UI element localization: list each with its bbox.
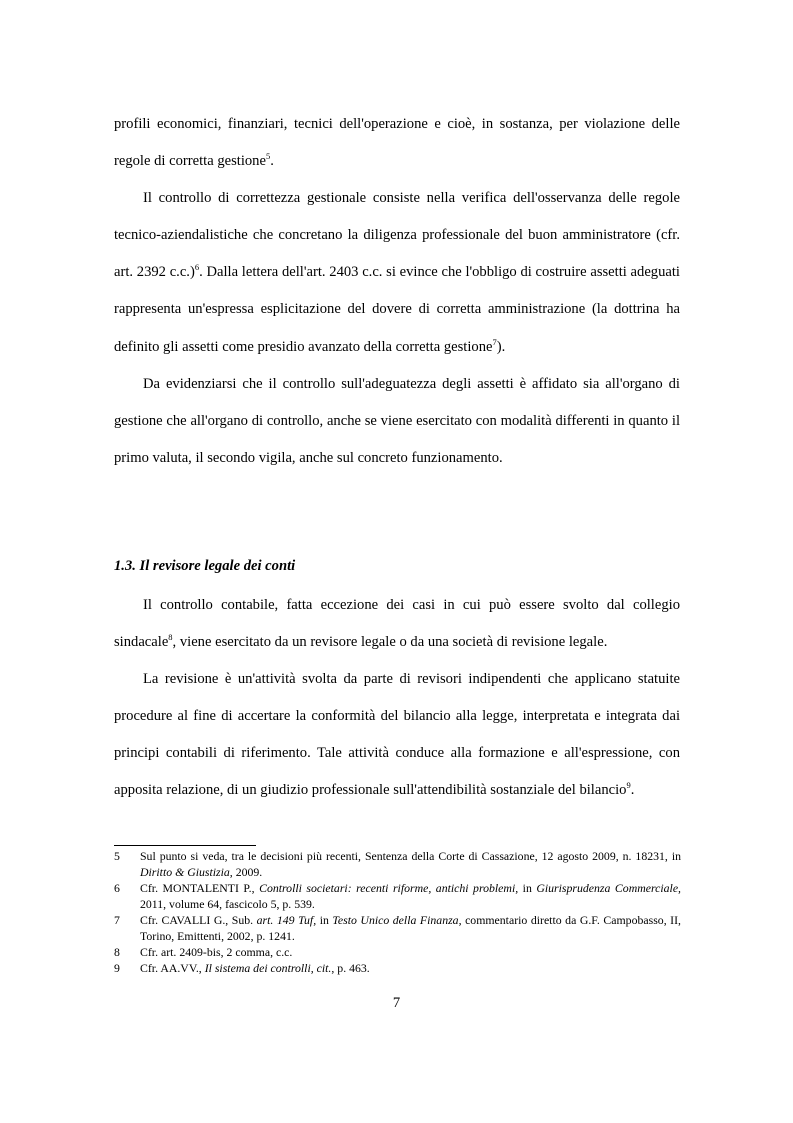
footnote-7: [114, 912, 681, 944]
paragraph-text: Da evidenziarsi che il controllo sull'adeguatezza degli assetti è affidato sia all'organo di gestione che all'organo di controllo, anche se viene esercitato con modalità differenti in quanto il primo valuta, il secondo vigila, anche sul concreto funzionamento.: [114, 375, 680, 466]
footnote-text: , p. 463.: [331, 961, 370, 975]
footnote-text: Cfr. art. 2409-bis, 2 comma, c.c.: [140, 945, 293, 959]
footnote-number: 8: [114, 945, 120, 959]
footnote-text: Cfr. MONTALENTI P.,: [140, 881, 260, 895]
footnote-source: Diritto & Giustizia,: [140, 865, 233, 879]
body-section-2: [114, 587, 680, 810]
footnote-ref-6[interactable]: 6: [194, 262, 200, 273]
body-section-1: [114, 106, 680, 477]
footnote-ref-9[interactable]: 9: [626, 780, 631, 791]
footnote-ref-5[interactable]: 5: [265, 151, 271, 162]
footnote-text: Sul punto si veda, tra le decisioni più recenti, Sentenza della Corte di Cassazione, 12 agosto 2009, n. 18231, in: [140, 849, 681, 863]
footnote-number: 6: [114, 881, 120, 895]
footnote-number: 5: [114, 849, 120, 863]
footnote-text: 2011, volume 64, fascicolo 5, p. 539.: [140, 897, 315, 911]
paragraph-1: [114, 106, 680, 180]
footnote-source: Giurisprudenza Commerciale,: [536, 881, 681, 895]
paragraph-text: ).: [496, 338, 506, 355]
footnote-text: Cfr. AA.VV.,: [140, 961, 205, 975]
footnote-ref-8[interactable]: 8: [168, 632, 173, 643]
footnote-source: art. 149 Tuf,: [256, 913, 317, 927]
paragraph-text: . Dalla lettera dell'art. 2403 c.c. si evince che l'obbligo di costruire assetti adeguati rappresenta un'espressa esplicitazione del dovere di corretta amministrazione (la dottrina ha definito gli assetti come presidio avanzato della corretta gestione: [114, 264, 680, 355]
footnote-5: [114, 848, 681, 880]
footnote-8: [114, 944, 681, 960]
footnote-separator: [114, 845, 256, 846]
footnote-number: 9: [114, 961, 120, 975]
footnote-text: commentario diretto da G.F. Campobasso, II, Torino, Emittenti, 2002, p. 1241.: [140, 913, 681, 943]
footnotes: [114, 848, 681, 976]
paragraph-3: [114, 366, 680, 477]
paragraph-text: Il controllo di correttezza gestionale consiste nella verifica dell'osservanza delle regole tecnico-aziendalistiche che concretano la diligenza professionale del buon amministratore (cfr. art. 2392 c.c.): [114, 190, 680, 281]
section-heading: 1.3. Il revisore legale dei conti: [114, 558, 296, 574]
footnote-text: 2009.: [232, 865, 263, 879]
footnote-ref-7[interactable]: 7: [492, 336, 497, 347]
footnote-text: in: [518, 881, 537, 895]
paragraph-4: [114, 587, 680, 661]
paragraph-text: La revisione è un'attività svolta da parte di revisori indipendenti che applicano statuite procedure al fine di accertare la conformità del bilancio alla legge, interpretata e integrata dai principi contabili di riferimento. Tale attività conduce alla formazione e all'espressione, con apposita relazione, di un giudizio professionale sull'attendibilità sostanziale del bilancio: [114, 671, 680, 799]
footnote-source: Testo Unico della Finanza,: [332, 913, 462, 927]
paragraph-text: profili economici, finanziari, tecnici dell'operazione e cioè, in sostanza, per violazione delle regole di corretta gestione: [114, 116, 680, 170]
paragraph-text: .: [270, 153, 274, 170]
footnote-text: in: [316, 913, 333, 927]
footnote-9: [114, 960, 681, 976]
page-number: 7: [392, 995, 401, 1011]
footnote-6: [114, 880, 681, 912]
paragraph-2: [114, 180, 680, 365]
paragraph-text: , viene esercitato da un revisore legale o da una società di revisione legale.: [172, 634, 608, 651]
footnote-text: Cfr. CAVALLI G., Sub.: [140, 913, 257, 927]
paragraph-text: Il controllo contabile, fatta eccezione dei casi in cui può essere svolto dal collegio sindacale: [114, 597, 680, 651]
footnote-source: Controlli societari: recenti riforme, antichi problemi,: [259, 881, 519, 895]
paragraph-text: .: [630, 782, 635, 799]
footnote-source: Il sistema dei controlli, cit.: [204, 961, 332, 975]
paragraph-5: [114, 661, 680, 809]
footnote-number: 7: [114, 913, 120, 927]
